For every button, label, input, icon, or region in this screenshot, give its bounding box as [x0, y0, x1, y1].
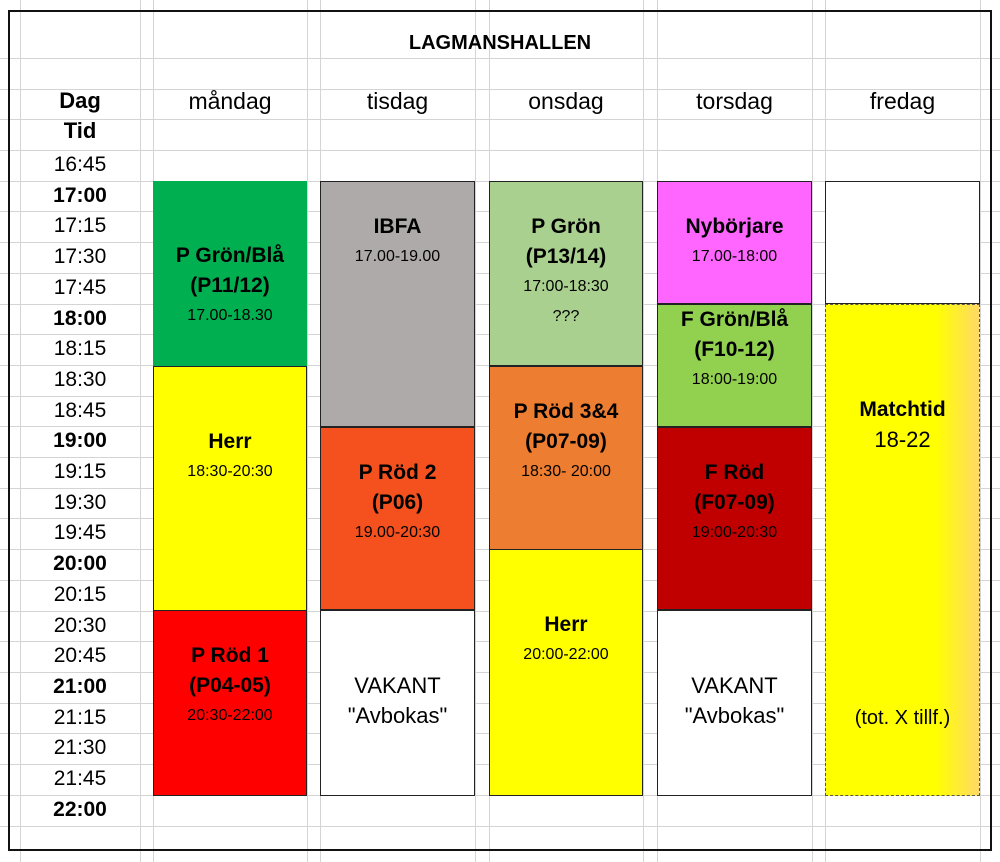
grid-hline	[0, 150, 1000, 151]
session-time: 17.00-18.30	[187, 307, 273, 324]
session-ibfa[interactable]	[320, 181, 475, 427]
time-label: 17:45	[53, 276, 107, 299]
time-label: 19:00	[53, 429, 107, 452]
time-label: 20:45	[53, 644, 107, 667]
time-label: 20:00	[53, 552, 107, 575]
session-p-rod-3-4[interactable]	[489, 366, 643, 550]
day-header-monday: måndag	[188, 88, 272, 114]
time-label: 17:15	[53, 214, 107, 237]
session-time: 17.00-18:00	[691, 248, 778, 265]
vacant-label: VAKANT	[691, 673, 778, 698]
session-time: 19:00-20:30	[691, 524, 778, 541]
session-name: F Röd	[704, 461, 765, 484]
grid-hline	[0, 826, 1000, 827]
session-group: (F07-09)	[694, 491, 775, 514]
day-header-tuesday: tisdag	[366, 88, 429, 114]
session-f-gron-bla[interactable]	[657, 304, 812, 427]
session-time: 18:30- 20:00	[521, 463, 611, 480]
session-p-gron-bla[interactable]	[153, 181, 307, 366]
table-border-top	[8, 10, 992, 12]
session-name: P Röd 1	[191, 644, 269, 667]
slot-empty-friday[interactable]	[825, 181, 980, 304]
session-herr-monday[interactable]	[153, 366, 307, 611]
session-time: 18:00-19:00	[691, 371, 778, 388]
session-nyborjare[interactable]	[657, 181, 812, 304]
session-name: Nybörjare	[685, 215, 784, 238]
grid-hline	[0, 58, 1000, 59]
time-label: 18:15	[53, 337, 107, 360]
session-name: P Röd 3&4	[513, 400, 619, 423]
row-label-dag: Dag	[59, 88, 101, 113]
time-label: 22:00	[53, 798, 107, 821]
session-name: Herr	[544, 613, 588, 636]
table-border-right	[990, 10, 992, 851]
day-header-friday: fredag	[869, 88, 936, 114]
time-label: 20:15	[53, 583, 107, 606]
session-note: (tot. X tillf.)	[854, 707, 951, 729]
session-group: (P13/14)	[525, 245, 607, 268]
time-label: 19:15	[53, 460, 107, 483]
day-header-thursday: torsdag	[696, 88, 773, 114]
session-group: (P07-09)	[525, 430, 607, 453]
day-header-wednesday: onsdag	[528, 88, 604, 114]
session-f-rod[interactable]	[657, 427, 812, 610]
time-label: 21:15	[53, 706, 107, 729]
time-label: 17:30	[53, 245, 107, 268]
cancel-note: "Avbokas"	[684, 703, 785, 728]
session-time: 20:30-22:00	[187, 707, 273, 724]
table-border-left	[8, 10, 10, 851]
session-name: P Röd 2	[358, 461, 437, 484]
session-time: 18-22	[874, 427, 931, 452]
session-time: 19.00-20:30	[354, 524, 441, 541]
session-herr-wednesday[interactable]	[489, 549, 643, 796]
session-time: 17:00-18:30	[523, 278, 609, 295]
session-name: Herr	[208, 430, 252, 453]
session-name: P Grön	[531, 215, 601, 238]
session-p-gron[interactable]	[489, 181, 643, 366]
session-time: 18:30-20:30	[187, 463, 273, 480]
session-matchtid[interactable]	[825, 304, 980, 796]
time-label: 19:30	[53, 491, 107, 514]
session-group: (P11/12)	[190, 274, 270, 297]
time-label: 16:45	[53, 153, 107, 176]
table-border-bottom	[8, 849, 992, 851]
slot-vakant-tuesday[interactable]	[320, 610, 475, 796]
cancel-note: "Avbokas"	[347, 703, 448, 728]
time-label: 21:45	[53, 767, 107, 790]
time-label: 21:00	[53, 675, 107, 698]
session-name: Matchtid	[859, 398, 946, 421]
time-label: 19:45	[53, 521, 107, 544]
session-group: (F10-12)	[694, 338, 775, 361]
session-group: (P06)	[371, 491, 424, 514]
time-label: 21:30	[53, 736, 107, 759]
row-label-tid: Tid	[63, 118, 97, 143]
session-name: P Grön/Blå	[175, 244, 285, 267]
time-label: 18:00	[53, 307, 107, 330]
session-time: 17.00-19.00	[354, 248, 441, 265]
time-label: 20:30	[53, 614, 107, 637]
session-p-rod-1[interactable]	[153, 610, 307, 796]
session-p-rod-2[interactable]	[320, 427, 475, 610]
session-group: (P04-05)	[189, 674, 271, 697]
schedule-title: LAGMANSHALLEN	[408, 32, 592, 54]
time-label: 18:30	[53, 368, 107, 391]
session-time: 20:00-22:00	[523, 646, 609, 663]
time-label: 18:45	[53, 399, 107, 422]
vacant-label: VAKANT	[354, 673, 441, 698]
session-name: F Grön/Blå	[680, 308, 789, 331]
grid-hline	[0, 119, 1000, 120]
session-name: IBFA	[373, 215, 422, 238]
session-extra: ???	[552, 308, 580, 325]
slot-vakant-thursday[interactable]	[657, 610, 812, 796]
time-label: 17:00	[53, 184, 107, 207]
